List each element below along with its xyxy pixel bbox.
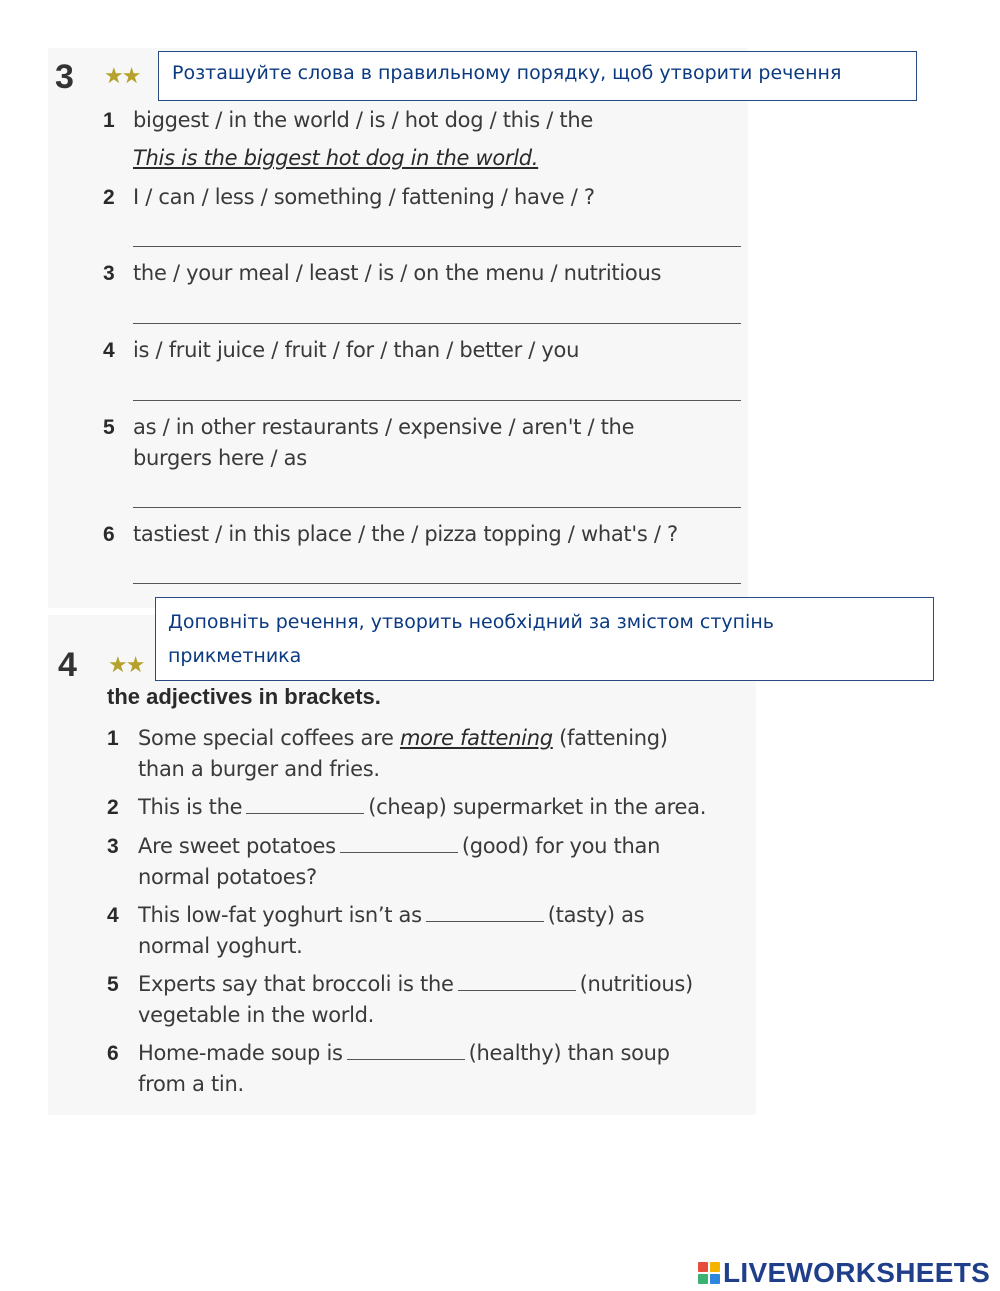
ex4-item-2-number: 2 [107,796,119,819]
exercise-3-instruction [158,51,917,101]
ex4-item-3-pre: Are sweet potatoes [138,834,336,858]
ex4-item-4-number: 4 [107,904,119,927]
ex4-item-6-blank[interactable] [347,1039,465,1060]
ex4-item-4-post: (tasty) as [547,903,645,927]
exercise-4-instruction-text: Доповніть речення, утворить необхідний за змістом ступінь прикметника [168,611,774,667]
ex3-item-5-number: 5 [103,416,115,439]
ex4-item-4-text [138,900,644,931]
ex4-item-5-number: 5 [107,973,119,996]
ex3-item-2-words: I / can / less / something / fattening / have / ? [133,185,595,209]
ex3-item-4-number: 4 [103,339,115,362]
ex3-item-2-number: 2 [103,186,115,209]
ex3-item-4-words: is / fruit juice / fruit / for / than / better / you [133,338,580,362]
ex3-item-1-number: 1 [103,109,115,132]
ex4-item-1-text [138,723,668,754]
ex3-item-5-words: as / in other restaurants / expensive / aren't / the [133,415,635,439]
ex4-item-4-blank[interactable] [426,901,544,922]
ex4-item-2-blank[interactable] [246,793,364,814]
logo-square-4 [710,1274,720,1284]
ex3-item-2-answer-line[interactable] [133,246,741,247]
logo-square-2 [710,1262,720,1272]
ex4-item-1-number: 1 [107,727,119,750]
ex3-item-1-model-answer: This is the biggest hot dog in the world. [133,146,539,170]
exercise-4-number: 4 [58,646,77,684]
ex4-item-3-blank[interactable] [340,832,458,853]
ex4-item-3-post: (good) for you than [461,834,661,858]
ex4-item-2-text [138,792,706,823]
ex4-item-1-line2: than a burger and fries. [138,757,380,781]
ex3-item-3-number: 3 [103,262,115,285]
exercise-3-instruction-text: Розташуйте слова в правильному порядку, щоб утворити речення [172,62,842,84]
logo-square-1 [698,1262,708,1272]
ex4-item-6-line2: from a tin. [138,1072,244,1096]
ex4-item-3-text [138,831,660,862]
exercise-4-instruction [155,597,934,681]
logo-square-3 [698,1274,708,1284]
ex4-item-5-text [138,969,693,1000]
ex3-item-6-answer-line[interactable] [133,583,741,584]
ex4-item-3-number: 3 [107,835,119,858]
ex3-item-6-words: tastiest / in this place / the / pizza topping / what's / ? [133,522,678,546]
ex4-item-5-pre: Experts say that broccoli is the [138,972,454,996]
ex4-item-1-post: (fattening) [559,726,668,750]
ex3-item-5-answer-line[interactable] [133,507,741,508]
ex4-item-6-pre: Home-made soup is [138,1041,343,1065]
exercise-3-number: 3 [55,58,74,96]
ex4-item-5-post: (nutritious) [579,972,693,996]
ex3-item-3-answer-line[interactable] [133,323,741,324]
liveworksheets-logo-icon [698,1262,720,1284]
ex4-item-5-line2: vegetable in the world. [138,1003,375,1027]
ex3-item-3-words: the / your meal / least / is / on the menu / nutritious [133,261,662,285]
ex4-item-3-line2: normal potatoes? [138,865,317,889]
ex4-item-6-text [138,1038,670,1069]
ex4-item-4-pre: This low-fat yoghurt isn’t as [138,903,422,927]
ex4-item-1-model-answer: more fattening [399,726,553,750]
ex4-item-6-number: 6 [107,1042,119,1065]
ex3-item-1-words: biggest / in the world / is / hot dog / this / the [133,108,593,132]
ex4-item-5-blank[interactable] [458,970,576,991]
exercise-4-stars-icon: ★★ [108,653,144,678]
ex4-item-6-post: (healthy) than soup [468,1041,670,1065]
ex4-item-4-line2: normal yoghurt. [138,934,303,958]
ex4-item-2-post: (cheap) supermarket in the area. [368,795,707,819]
exercise-4-heading: the adjectives in brackets. [107,684,381,709]
ex3-item-4-answer-line[interactable] [133,400,741,401]
ex4-item-2-pre: This is the [138,795,243,819]
ex3-item-6-number: 6 [103,523,115,546]
liveworksheets-logo-text: LIVEWORKSHEETS [723,1257,991,1288]
ex3-item-5-words-cont: burgers here / as [133,446,307,470]
exercise-3-stars-icon: ★★ [104,64,140,89]
liveworksheets-logo [698,1258,990,1288]
ex4-item-1-pre: Some special coffees are [138,726,394,750]
